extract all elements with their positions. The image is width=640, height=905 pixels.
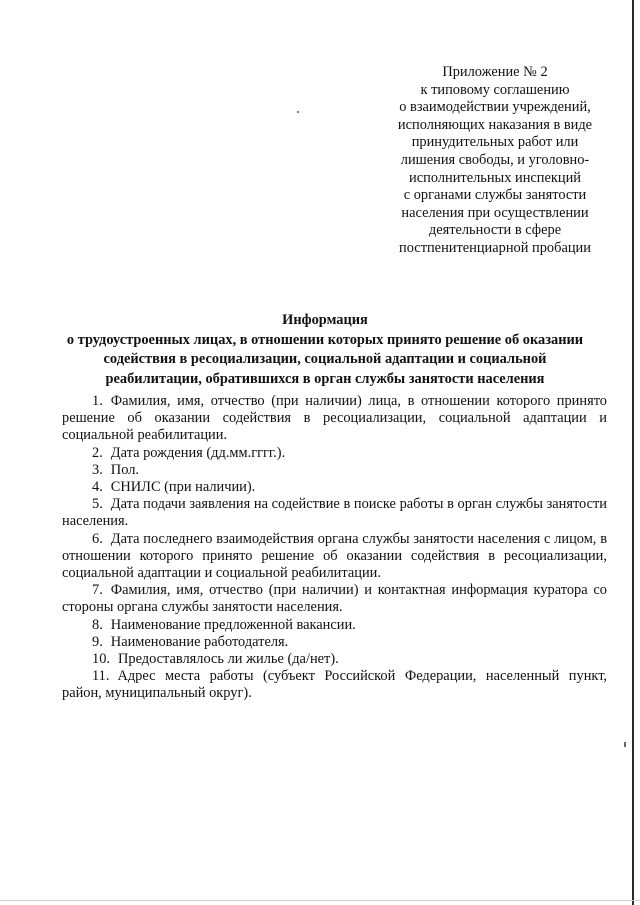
item-number: 10.: [92, 651, 110, 668]
item-number: 2.: [92, 444, 103, 461]
list-item: [62, 651, 607, 668]
scan-edge-bottom: [0, 900, 640, 901]
item-text: Предоставлялось ли жилье (да/нет).: [118, 651, 339, 668]
item-number: 7.: [92, 582, 103, 599]
appendix-line: к типовому соглашению: [420, 81, 570, 98]
item-text: Дата последнего взаимодействия органа службы занятости населения с лицом, в отношении которого принято решение об оказании содействия в ресоциализации, социальной адаптации и социальной реабилитации.: [62, 530, 607, 582]
appendix-header: [384, 64, 606, 258]
appendix-line: с органами службы занятости: [403, 187, 587, 204]
title-line: реабилитации, обратившихся в орган службы занятости населения: [105, 370, 545, 387]
list-item: [62, 582, 607, 616]
appendix-line: постпенитенциарной пробации: [399, 239, 591, 256]
title-line: содействия в ресоциализации, социальной адаптации и социальной: [103, 351, 547, 367]
appendix-line: населения при осуществлении: [401, 204, 589, 221]
document-title: [40, 311, 610, 389]
appendix-line: принудительных работ или: [411, 134, 579, 151]
item-number: 4.: [92, 479, 103, 496]
list-item: [62, 393, 607, 445]
list-item: [62, 634, 607, 651]
item-text: Адрес места работы (субъект Российской Федерации, населенный пункт, район, муниципальный округ).: [62, 668, 607, 702]
item-number: 8.: [92, 616, 103, 633]
list-item: [62, 668, 607, 702]
item-text: Дата подачи заявления на содействие в поиске работы в орган службы занятости населения.: [62, 496, 607, 530]
item-number: 9.: [92, 633, 103, 650]
scan-edge-right: [632, 0, 634, 905]
scan-speck: [624, 742, 626, 747]
list-item: [62, 496, 607, 530]
appendix-line: исполняющих наказания в виде: [397, 116, 593, 133]
title-line: о трудоустроенных лицах, в отношении которых принято решение об оказании: [66, 331, 584, 348]
list-item: [62, 445, 607, 462]
items-list: [62, 393, 607, 703]
item-number: 3.: [92, 461, 103, 478]
item-number: 5.: [92, 496, 103, 513]
item-number: 11.: [92, 668, 110, 685]
item-text: СНИЛС (при наличии).: [110, 479, 256, 496]
title-heading: Информация: [282, 312, 368, 328]
item-text: Фамилия, имя, отчество (при наличии) и контактная информация куратора со стороны органа службы занятости населения.: [62, 582, 607, 616]
appendix-line: деятельности в сфере: [428, 222, 562, 239]
appendix-line: о взаимодействии учреждений,: [399, 99, 591, 116]
item-text: Дата рождения (дд.мм.гггг.).: [110, 444, 286, 461]
list-item: [62, 479, 607, 496]
list-item: [62, 462, 607, 479]
appendix-line: Приложение № 2: [442, 64, 548, 80]
item-text: Фамилия, имя, отчество (при наличии) лица, в отношении которого принято решение об оказании содействия в ресоциализации, социальной адаптации и социальной реабилитации.: [62, 393, 607, 444]
list-item: [62, 531, 607, 583]
item-number: 6.: [92, 530, 103, 547]
appendix-line: исполнительных инспекций: [409, 169, 581, 186]
item-text: Наименование работодателя.: [110, 633, 289, 650]
item-text: Наименование предложенной вакансии.: [110, 616, 356, 633]
appendix-line: лишения свободы, и уголовно-: [400, 151, 590, 168]
list-item: [62, 617, 607, 634]
item-number: 1.: [92, 393, 103, 409]
scan-speck: [297, 111, 299, 113]
item-text: Пол.: [110, 461, 139, 478]
